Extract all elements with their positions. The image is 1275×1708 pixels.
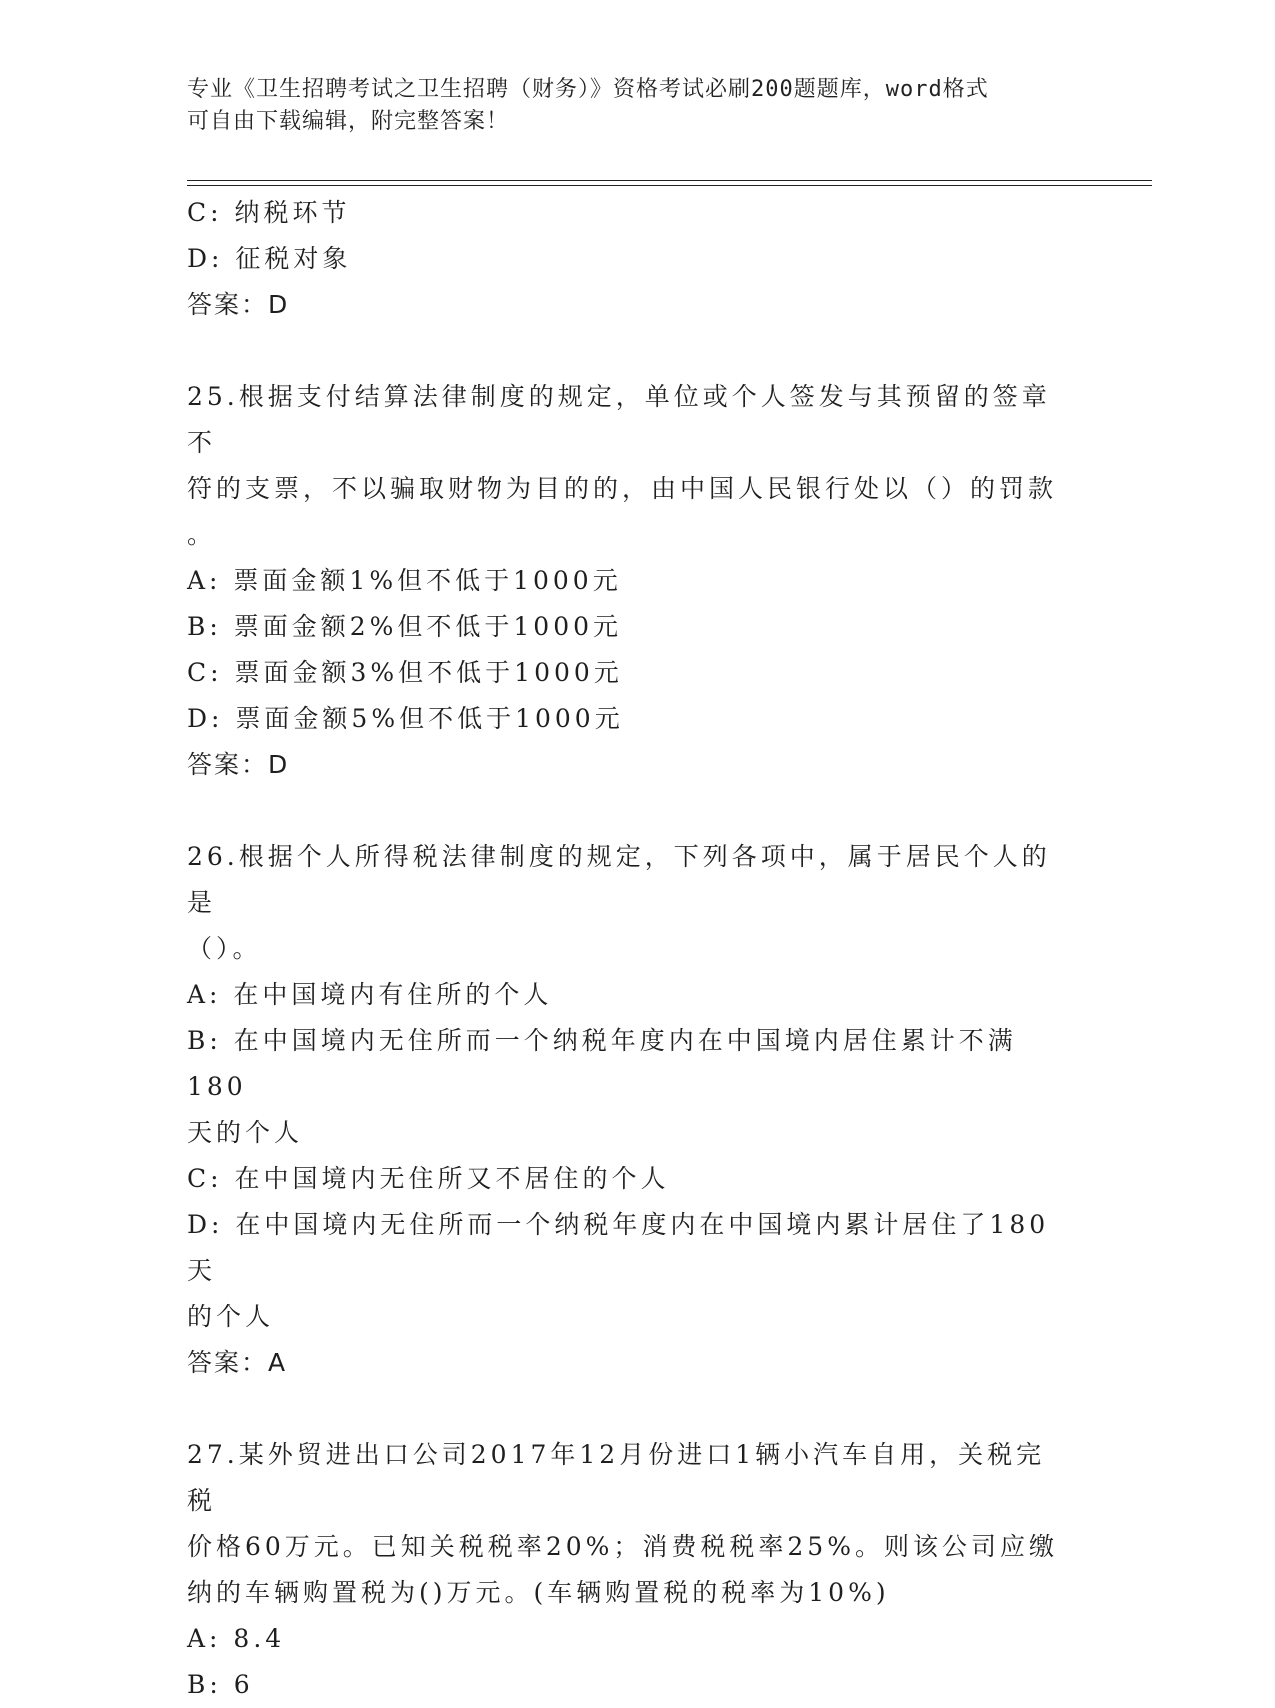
- question-list: [187, 190, 1067, 1708]
- option-c: C: 在中国境内无住所又不居住的个人: [187, 1164, 670, 1193]
- option-d: D: 征税对象: [187, 244, 352, 273]
- option-a: A: 票面金额1%但不低于1000元: [187, 566, 622, 595]
- option-a: A: 在中国境内有住所的个人: [187, 980, 553, 1009]
- question-stem-line: 价格60万元。已知关税税率20%；消费税税率25%。则该公司应缴: [187, 1532, 1058, 1561]
- answer-line: 答案：D: [187, 750, 290, 779]
- question-stem-line: 26.根据个人所得税法律制度的规定，下列各项中，属于居民个人的是: [187, 842, 1051, 917]
- option-c: C: 纳税环节: [187, 198, 351, 227]
- question-26: [187, 834, 1067, 1386]
- header-title-line-2: 可自由下载编辑，附完整答案！: [187, 109, 510, 134]
- answer-line: 答案：D: [187, 290, 290, 319]
- question-stem-line: 纳的车辆购置税为()万元。(车辆购置税的税率为10%): [187, 1578, 890, 1607]
- option-b: B: 在中国境内无住所而一个纳税年度内在中国境内居住累计不满180: [187, 1026, 1017, 1101]
- header-title-line-1: 专业《卫生招聘考试之卫生招聘（财务）》资格考试必刷200题题库，word格式: [187, 77, 989, 102]
- answer-line: 答案：A: [187, 1348, 288, 1377]
- question-stem-line: 符的支票，不以骗取财物为目的的，由中国人民银行处以（）的罚款: [187, 474, 1058, 503]
- option-a: A: 8.4: [187, 1624, 286, 1653]
- question-stem-line: 27.某外贸进出口公司2017年12月份进口1辆小汽车自用，关税完税: [187, 1440, 1046, 1515]
- question-stem-line: 25.根据支付结算法律制度的规定，单位或个人签发与其预留的签章不: [187, 382, 1051, 457]
- option-d-continued: 的个人: [187, 1302, 275, 1331]
- option-d: D: 在中国境内无住所而一个纳税年度内在中国境内累计居住了180天: [187, 1210, 1050, 1285]
- header-divider-top: [187, 180, 1152, 181]
- prev-question-block: [187, 190, 1067, 328]
- option-c: C: 票面金额3%但不低于1000元: [187, 658, 623, 687]
- question-stem-line: （）。: [187, 934, 262, 963]
- option-d: D: 票面金额5%但不低于1000元: [187, 704, 624, 733]
- option-b: B: 6: [187, 1670, 254, 1699]
- option-b: B: 票面金额2%但不低于1000元: [187, 612, 623, 641]
- question-25: [187, 374, 1067, 788]
- question-27: [187, 1432, 1067, 1708]
- header-divider-bottom: [187, 185, 1152, 186]
- document-header: [187, 74, 1067, 138]
- option-b-continued: 天的个人: [187, 1118, 304, 1147]
- question-stem-line: 。: [187, 520, 217, 549]
